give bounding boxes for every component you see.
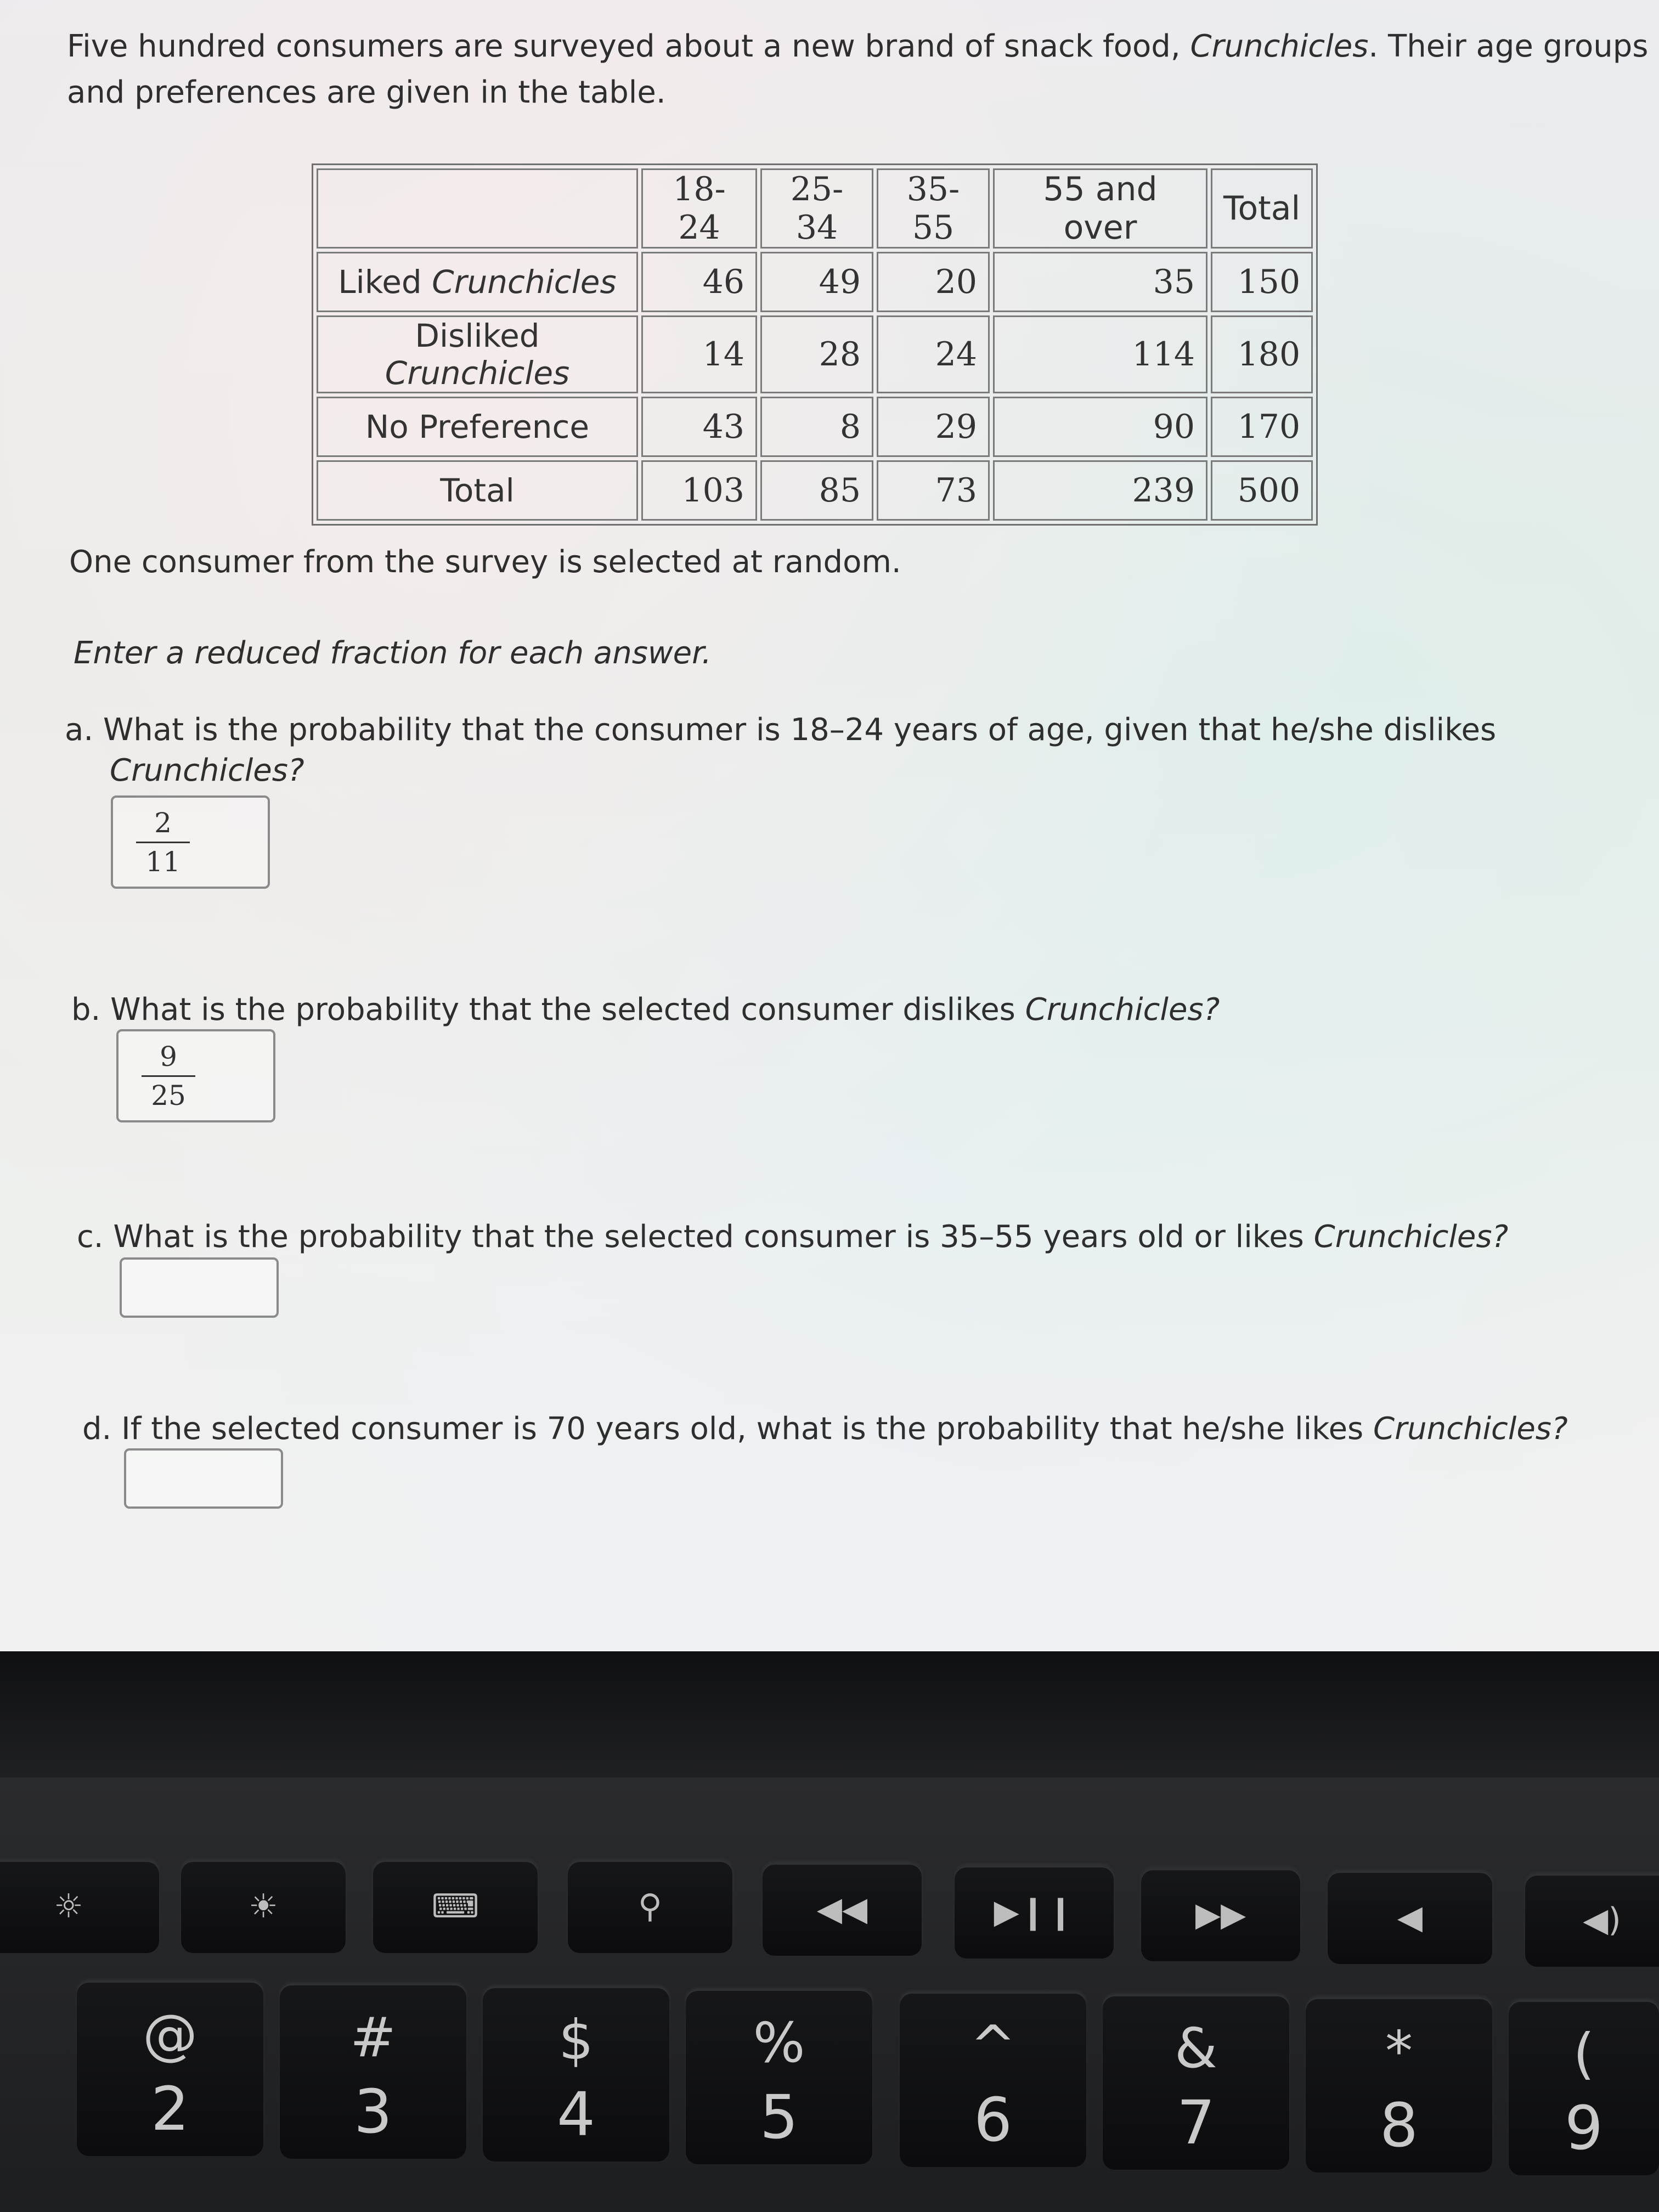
question-marker: d.: [82, 1411, 112, 1447]
answer-c-input[interactable]: [120, 1257, 279, 1318]
key-4[interactable]: [483, 1986, 669, 2162]
table-cell: 73: [877, 460, 990, 521]
rewind-key[interactable]: [763, 1863, 922, 1956]
play-pause-icon: ▶❙❙: [994, 1893, 1075, 1931]
table-cell: 500: [1211, 460, 1313, 521]
table-cell: 8: [760, 397, 873, 457]
key-symbol: #: [350, 2005, 396, 2069]
play-pause-key[interactable]: [955, 1865, 1114, 1959]
key-8[interactable]: [1306, 1997, 1492, 2172]
key-5[interactable]: [686, 1989, 872, 2164]
table-corner-cell: [317, 168, 638, 249]
table-cell: 103: [641, 460, 757, 521]
table-cell: 114: [993, 315, 1207, 393]
key-digit: 3: [354, 2076, 392, 2147]
volume-up-icon: ◀): [1583, 1901, 1621, 1939]
table-header-row: [317, 168, 1313, 249]
table-row: [317, 252, 1313, 312]
table-cell: 46: [641, 252, 757, 312]
key-digit: 5: [760, 2082, 798, 2152]
question-text: What is the probability that the selected consumer dislikes: [110, 992, 1025, 1028]
key-symbol: $: [558, 2008, 594, 2072]
row-label-no-preference: [317, 397, 638, 457]
question-text: If the selected consumer is 70 years old, what is the probability that he/she likes: [121, 1411, 1374, 1447]
brightness-down-icon: ☼: [54, 1887, 83, 1926]
survey-table: [312, 163, 1318, 526]
key-digit: 6: [974, 2085, 1012, 2155]
question-marker: a.: [65, 712, 94, 748]
table-row: [317, 315, 1313, 393]
key-digit: 9: [1565, 2093, 1603, 2163]
numerator: 9: [160, 1041, 177, 1073]
key-symbol: &: [1175, 2016, 1217, 2080]
key-symbol: @: [143, 2002, 198, 2067]
selection-text: One consumer from the survey is selected at random.: [69, 544, 901, 580]
brightness-down-key[interactable]: [0, 1860, 159, 1953]
table-cell: 24: [877, 315, 990, 393]
row-label-text: Liked: [338, 263, 432, 301]
table-cell: 85: [760, 460, 873, 521]
brand-name: Crunchicles: [1190, 29, 1369, 64]
volume-down-key[interactable]: [1328, 1871, 1492, 1964]
intro-text: Five hundred consumers are surveyed about a new brand of snack food,: [67, 29, 1190, 64]
header-total: Total: [1211, 168, 1313, 249]
row-label-text: Total: [440, 472, 515, 509]
search-key[interactable]: [568, 1860, 732, 1953]
fraction: [138, 1040, 199, 1112]
answer-b-input[interactable]: [116, 1029, 275, 1122]
numerator: 2: [154, 807, 172, 839]
volume-up-key[interactable]: [1525, 1874, 1659, 1967]
table-cell: 180: [1211, 315, 1313, 393]
key-digit: 8: [1380, 2090, 1418, 2160]
denominator: 11: [145, 846, 180, 878]
fraction-bar: [142, 1075, 195, 1077]
question-text: What is the probability that the consumer is 18–24 years of age, given that he/she dislikes: [103, 712, 1497, 748]
table-row: [317, 460, 1313, 521]
table-cell: 49: [760, 252, 873, 312]
row-label-disliked: [317, 315, 638, 393]
brightness-up-icon: ☀: [249, 1887, 278, 1926]
rewind-icon: ◀◀: [816, 1890, 868, 1928]
question-brand: Crunchicles?: [1313, 1219, 1509, 1255]
table-cell: 28: [760, 315, 873, 393]
fast-forward-key[interactable]: [1141, 1868, 1300, 1961]
volume-down-icon: ◀: [1397, 1898, 1423, 1937]
table-cell: 29: [877, 397, 990, 457]
table-cell: 90: [993, 397, 1207, 457]
table-cell: 43: [641, 397, 757, 457]
key-7[interactable]: [1103, 1994, 1289, 2170]
question-b: [71, 992, 1220, 1028]
table-row: [317, 397, 1313, 457]
screen-bezel: [0, 1651, 1659, 1778]
table-cell: 35: [993, 252, 1207, 312]
row-label-liked: [317, 252, 638, 312]
question-a: [65, 712, 1496, 748]
fast-forward-icon: ▶▶: [1195, 1895, 1246, 1934]
row-label-brand: Crunchicles: [385, 354, 570, 392]
key-digit: 2: [151, 2074, 189, 2144]
question-d: [82, 1411, 1568, 1447]
question-a-line-2: Crunchicles?: [110, 753, 304, 788]
intro-line-2: and preferences are given in the table.: [67, 75, 666, 110]
row-label-text: No Preference: [365, 408, 590, 445]
question-marker: b.: [71, 992, 101, 1028]
question-text: What is the probability that the selected consumer is 35–55 years old or likes: [113, 1219, 1314, 1255]
key-2[interactable]: [77, 1980, 263, 2156]
question-marker: c.: [77, 1219, 104, 1255]
key-3[interactable]: [280, 1983, 466, 2159]
table-cell: 150: [1211, 252, 1313, 312]
answer-a-input[interactable]: [111, 795, 270, 889]
key-digit: 4: [557, 2079, 595, 2149]
key-symbol: *: [1385, 2019, 1413, 2083]
header-55-and-over: 55 and over: [993, 168, 1207, 249]
header-35-55: 35-55: [877, 168, 990, 249]
search-icon: ⚲: [638, 1887, 662, 1926]
keyboard-icon: ⌨: [431, 1887, 479, 1926]
row-label-total: [317, 460, 638, 521]
fraction-bar: [136, 842, 190, 843]
table-cell: 20: [877, 252, 990, 312]
key-symbol: (: [1573, 2022, 1595, 2086]
table-cell: 14: [641, 315, 757, 393]
brightness-up-key[interactable]: [181, 1860, 346, 1953]
header-25-34: 25-34: [760, 168, 873, 249]
key-9[interactable]: [1509, 2000, 1659, 2175]
header-18-24: 18-24: [641, 168, 757, 249]
denominator: 25: [151, 1080, 186, 1111]
key-symbol: ^: [970, 2013, 1016, 2078]
key-symbol: %: [753, 2011, 805, 2075]
instruction-text: Enter a reduced fraction for each answer.: [74, 635, 712, 671]
question-brand: Crunchicles?: [1025, 992, 1220, 1028]
keyboard: [0, 1778, 1659, 2212]
intro-text-end: . Their age groups: [1368, 29, 1649, 64]
key-6[interactable]: [900, 1991, 1086, 2167]
table-cell: 170: [1211, 397, 1313, 457]
row-label-brand: Crunchicles: [432, 263, 617, 301]
key-digit: 7: [1177, 2087, 1215, 2158]
question-brand: Crunchicles?: [1373, 1411, 1568, 1447]
keyboard-backlight-key[interactable]: [373, 1860, 538, 1953]
intro-line-1: [67, 29, 1648, 64]
fraction: [133, 806, 193, 878]
table-cell: 239: [993, 460, 1207, 521]
answer-d-input[interactable]: [124, 1448, 283, 1509]
row-label-text: Disliked: [415, 317, 540, 354]
question-c: [77, 1219, 1508, 1255]
